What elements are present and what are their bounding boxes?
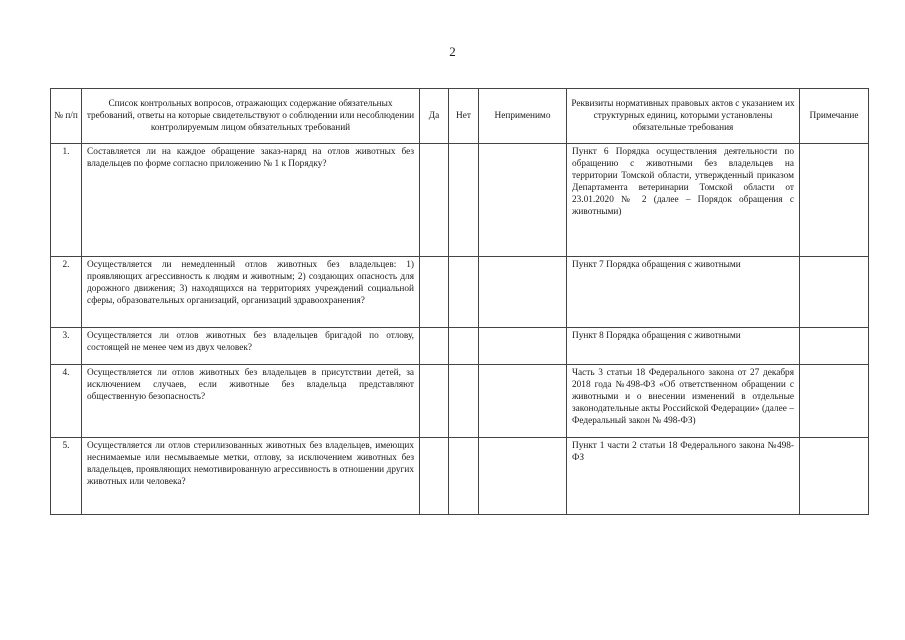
row-requirements: Пункт 7 Порядка обращения с животными	[567, 257, 800, 328]
row-yes-cell[interactable]	[420, 257, 449, 328]
table-row	[51, 257, 869, 328]
row-no-cell[interactable]	[449, 328, 479, 365]
row-requirements: Пункт 1 части 2 статьи 18 Федерального закона №498-ФЗ	[567, 438, 800, 515]
row-yes-cell[interactable]	[420, 328, 449, 365]
page-number: 2	[449, 44, 456, 59]
row-question: Осуществляется ли немедленный отлов животных без владельцев: 1) проявляющих агрессивность к людям и животным; 2) создающих опасность для дорожного движения; 3) находящихся на территориях учреждений социальной сферы, образовательных организаций, организаций здравоохранения?	[82, 257, 420, 328]
row-no-cell[interactable]	[449, 365, 479, 438]
row-yes-cell[interactable]	[420, 438, 449, 515]
header-no: Нет	[449, 89, 479, 144]
header-question: Список контрольных вопросов, отражающих содержание обязательных требований, ответы на которые свидетельствуют о соблюдении или несоблюдении контролируемым лицом обязательных требований	[82, 89, 420, 144]
row-number: 4.	[51, 365, 82, 438]
row-note-cell[interactable]	[800, 365, 869, 438]
header-requirements: Реквизиты нормативных правовых актов с указанием их структурных единиц, которыми установлены обязательные требования	[567, 89, 800, 144]
row-question: Осуществляется ли отлов стерилизованных животных без владельцев, имеющих неснимаемые или несмываемые метки, отлову, за исключением животных без владельцев, проявляющих немотивированную агрессивность в отношении других животных или человека?	[82, 438, 420, 515]
row-question: Осуществляется ли отлов животных без владельцев в присутствии детей, за исключением случаев, если животные без владельца представляют общественную безопасность?	[82, 365, 420, 438]
row-question: Осуществляется ли отлов животных без владельцев бригадой по отлову, состоящей не менее чем из двух человек?	[82, 328, 420, 365]
checklist-table	[50, 88, 869, 515]
row-note-cell[interactable]	[800, 144, 869, 257]
table-row	[51, 328, 869, 365]
table-row	[51, 438, 869, 515]
table-row	[51, 365, 869, 438]
row-requirements: Пункт 8 Порядка обращения с животными	[567, 328, 800, 365]
row-na-cell[interactable]	[479, 257, 567, 328]
row-requirements: Пункт 6 Порядка осуществления деятельности по обращению с животными без владельцев на территории Томской области, утвержденный приказом Департамента ветеринарии Томской области от 23.01.2020 № 2 (далее – Порядок обращения с животными)	[567, 144, 800, 257]
row-number: 3.	[51, 328, 82, 365]
row-na-cell[interactable]	[479, 328, 567, 365]
table-row	[51, 144, 869, 257]
row-no-cell[interactable]	[449, 438, 479, 515]
row-no-cell[interactable]	[449, 257, 479, 328]
header-yes: Да	[420, 89, 449, 144]
row-no-cell[interactable]	[449, 144, 479, 257]
row-note-cell[interactable]	[800, 257, 869, 328]
header-num: № п/п	[51, 89, 82, 144]
table-header-row	[51, 89, 869, 144]
header-not-applicable: Неприменимо	[479, 89, 567, 144]
row-na-cell[interactable]	[479, 144, 567, 257]
row-requirements: Часть 3 статьи 18 Федерального закона от 27 декабря 2018 года №498-ФЗ «Об ответственном обращении с животными и о внесении изменений в отдельные законодательные акты Российской Федерации» (далее – Федеральный закон № 498-ФЗ)	[567, 365, 800, 438]
row-na-cell[interactable]	[479, 438, 567, 515]
row-na-cell[interactable]	[479, 365, 567, 438]
row-note-cell[interactable]	[800, 328, 869, 365]
row-number: 1.	[51, 144, 82, 257]
row-number: 5.	[51, 438, 82, 515]
row-yes-cell[interactable]	[420, 144, 449, 257]
row-note-cell[interactable]	[800, 438, 869, 515]
header-note: Примечание	[800, 89, 869, 144]
row-number: 2.	[51, 257, 82, 328]
row-question: Составляется ли на каждое обращение заказ-наряд на отлов животных без владельцев по форме согласно приложению № 1 к Порядку?	[82, 144, 420, 257]
row-yes-cell[interactable]	[420, 365, 449, 438]
